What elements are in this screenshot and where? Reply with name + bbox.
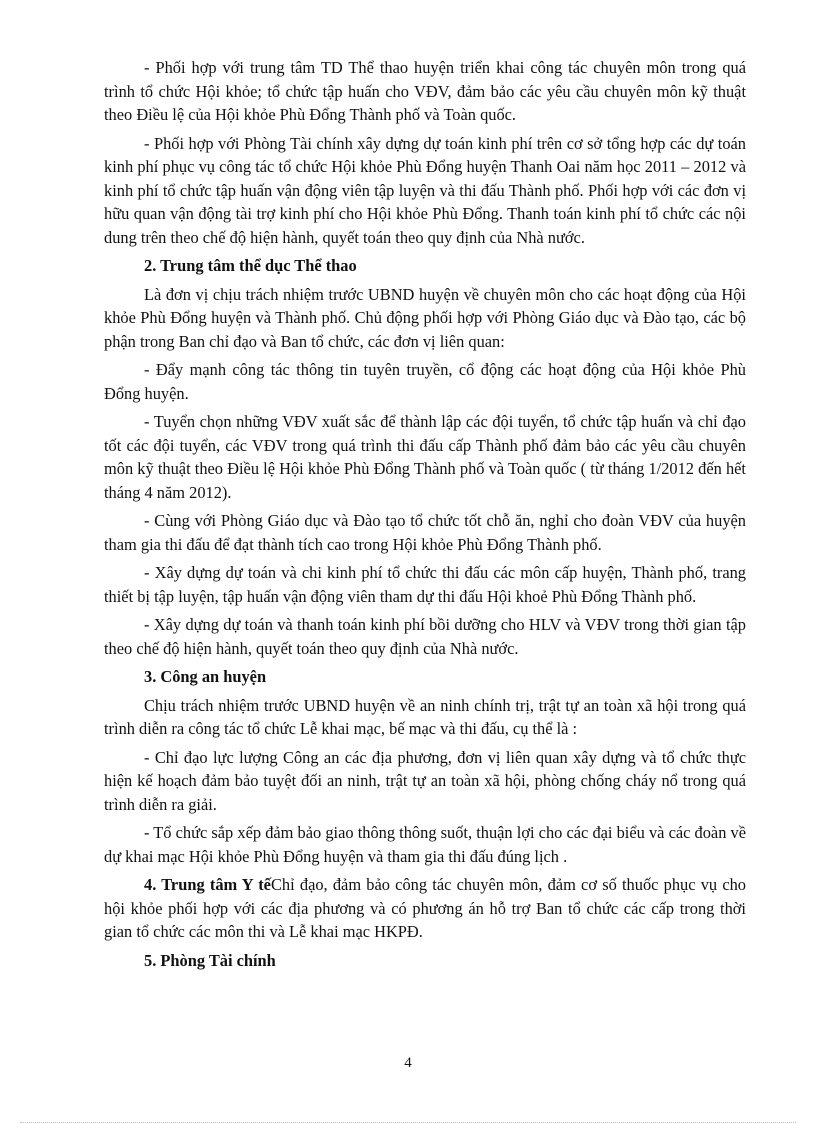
page-number: 4	[404, 1055, 412, 1071]
section-4-paragraph	[104, 873, 746, 944]
section-2-paragraph-5: - Xây dựng dự toán và chi kinh phí tổ chức thi đấu các môn cấp huyện, Thành phố, trang thiết bị tập luyện, tập huấn vận động viên tham dự thi đấu Hội khoẻ Phù Đổng Thành phố.	[104, 563, 746, 606]
intro-paragraph-2: - Phối hợp với Phòng Tài chính xây dựng dự toán kinh phí trên cơ sở tổng hợp các dự toán kinh phí phục vụ công tác tổ chức Hội khỏe Phù Đổng huyện Thanh Oai năm học 2011 – 2012 và kinh phí tổ chức tập huấn vận động viên tập luyện và thi đấu Thành phố. Phối hợp với các đơn vị hữu quan vận động tài trợ kinh phí cho Hội khỏe Phù Đổng. Thanh toán kinh phí tổ chức các nội dung trên theo chế độ hiện hành, quyết toán theo quy định của Nhà nước.	[104, 133, 746, 247]
intro-paragraph-1: - Phối hợp với trung tâm TD Thể thao huyện triển khai công tác chuyên môn trong quá trình tổ chức Hội khỏe; tổ chức tập huấn cho VĐV, đảm bảo các yêu cầu chuyên môn kỹ thuật theo Điều lệ của Hội khỏe Phù Đổng Thành phố và Toàn quốc.	[104, 58, 746, 124]
section-2-paragraph-2: - Đẩy mạnh công tác thông tin tuyên truyền, cổ động các hoạt động của Hội khỏe Phù Đổng huyện.	[104, 360, 746, 403]
section-3-paragraph-1: Chịu trách nhiệm trước UBND huyện về an ninh chính trị, trật tự an toàn xã hội trong quá trình diễn ra công tác tổ chức Lễ khai mạc, bế mạc và thi đấu, cụ thể là :	[104, 695, 746, 738]
section-3-paragraph-2: - Chỉ đạo lực lượng Công an các địa phương, đơn vị liên quan xây dựng và tổ chức thực hiện kế hoạch đảm bảo tuyệt đối an ninh, trật tự an toàn xã hội, phòng chống cháy nổ trong quá trình diễn ra giải.	[104, 747, 746, 814]
section-5-heading: 5. Phòng Tài chính	[144, 950, 276, 970]
section-2-paragraph-3: - Tuyển chọn những VĐV xuất sắc để thành lập các đội tuyển, tổ chức tập huấn và chỉ đạo tốt các đội tuyển, các VĐV trong quá trình thi đấu cấp Thành phố đảm bảo các yêu cầu chuyên môn kỹ thuật theo Điều lệ Hội khỏe Phù Đổng Thành phố và Toàn quốc ( từ tháng 1/2012 đến hết tháng 4 năm 2012).	[104, 412, 746, 502]
section-4-heading: 4. Trung tâm Y tế	[144, 875, 271, 894]
section-2-paragraph-1: Là đơn vị chịu trách nhiệm trước UBND huyện về chuyên môn cho các hoạt động của Hội khỏe Phù Đổng huyện và Thành phố. Chủ động phối hợp với Phòng Giáo dục và Đào tạo, các bộ phận trong Ban chỉ đạo và Ban tổ chức, các đơn vị liên quan:	[104, 284, 746, 351]
section-2-paragraph-4: - Cùng với Phòng Giáo dục và Đào tạo tổ chức tốt chỗ ăn, nghỉ cho đoàn VĐV của huyện tham gia thi đấu để đạt thành tích cao trong Hội khỏe Phù Đổng Thành phố.	[104, 511, 746, 554]
section-4-text: Chỉ đạo, đảm bảo công tác chuyên môn, đảm cơ số thuốc phục vụ cho hội khỏe phối hợp với các địa phương và có phương án hỗ trợ Ban tổ chức các cấp trong thời gian tổ chức các môn thi và Lễ khai mạc HKPĐ.	[104, 875, 746, 941]
document-page	[104, 56, 746, 977]
section-3-paragraph-3: - Tổ chức sắp xếp đảm bảo giao thông thông suốt, thuận lợi cho các đại biểu và các đoàn về dự khai mạc Hội khỏe Phù Đổng huyện và tham gia thi đấu đúng lịch .	[104, 823, 746, 866]
section-2-paragraph-6: - Xây dựng dự toán và thanh toán kinh phí bồi dưỡng cho HLV và VĐV trong thời gian tập theo chế độ hiện hành, quyết toán theo quy định của Nhà nước.	[104, 615, 746, 658]
section-2-heading: 2. Trung tâm thể dục Thể thao	[144, 256, 357, 275]
section-3-heading: 3. Công an huyện	[144, 667, 267, 686]
